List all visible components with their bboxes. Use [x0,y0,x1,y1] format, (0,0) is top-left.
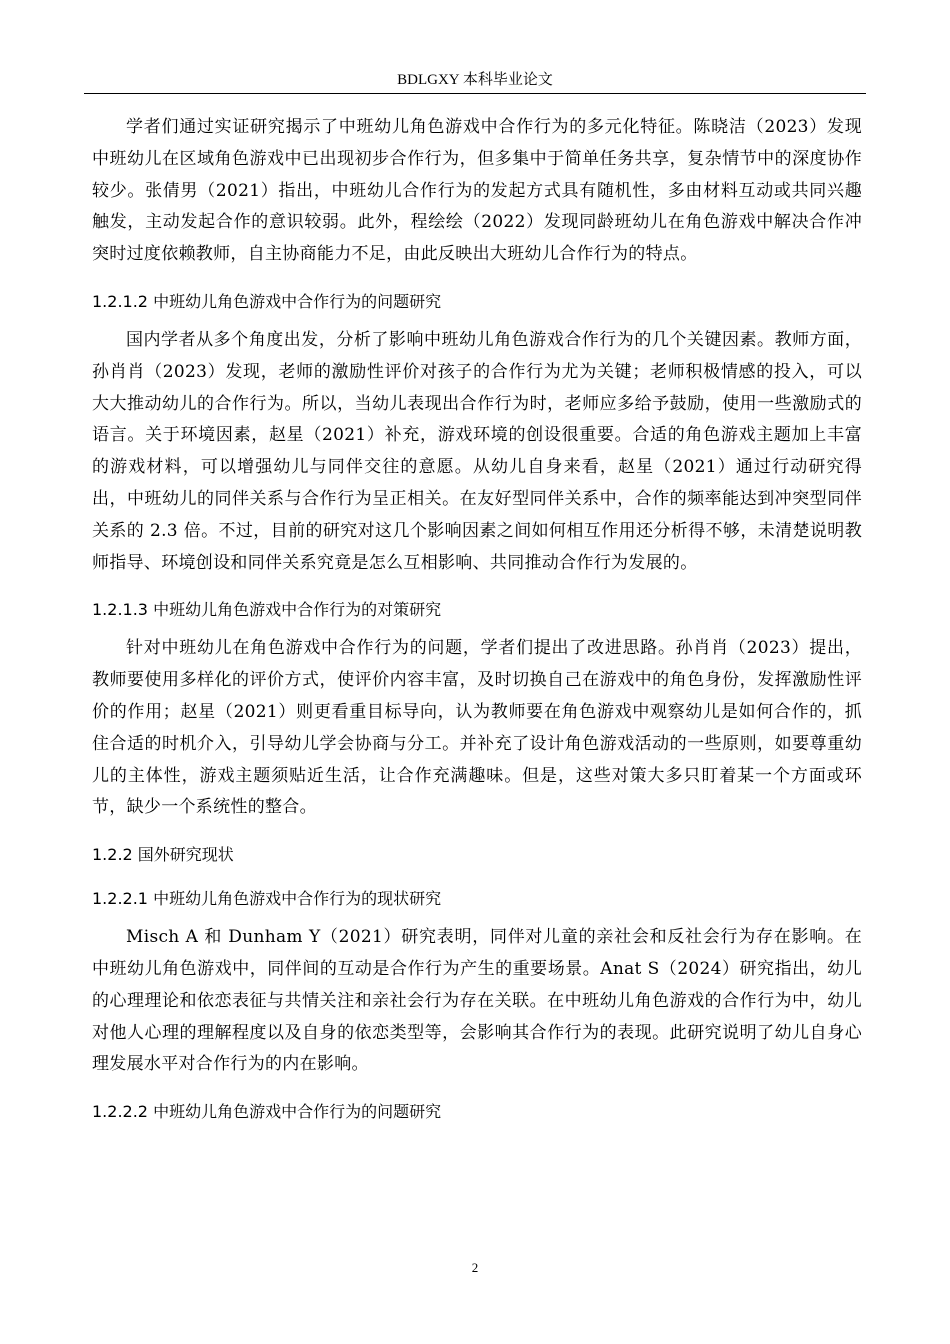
section-heading-strategy-research: 1.2.1.3 中班幼儿角色游戏中合作行为的对策研究 [92,600,442,620]
section-heading-foreign-problem-research: 1.2.2.2 中班幼儿角色游戏中合作行为的问题研究 [92,1102,442,1122]
section-heading-foreign-status-research: 1.2.2.1 中班幼儿角色游戏中合作行为的现状研究 [92,889,442,909]
paragraph-problem-research: 国内学者从多个角度出发，分析了影响中班幼儿角色游戏合作行为的几个关键因素。教师方面，孙肖肖（2023）发现，老师的激励性评价对孩子的合作行为尤为关键；老师积极情感的投入，可以大大推动幼儿的合作行为。所以，当幼儿表现出合作行为时，老师应多给予鼓励，使用一些激励式的语言。关于环境因素，赵星（2021）补充，游戏环境的创设很重要。合适的角色游戏主题加上丰富的游戏材料，可以增强幼儿与同伴交往的意愿。从幼儿自身来看，赵星（2021）通过行动研究得出，中班幼儿的同伴关系与合作行为呈正相关。在友好型同伴关系中，合作的频率能达到冲突型同伴关系的 2.3 倍。不过，目前的研究对这几个影响因素之间如何相互作用还分析得不够，未清楚说明教师指导、环境创设和同伴关系究竟是怎么互相影响、共同推动合作行为发展的。 [92,329,862,573]
paragraph-status-summary: 学者们通过实证研究揭示了中班幼儿角色游戏中合作行为的多元化特征。陈晓洁（2023）发现中班幼儿在区域角色游戏中已出现初步合作行为，但多集中于简单任务共享，复杂情节中的深度协作较少。张倩男（2021）指出，中班幼儿合作行为的发起方式具有随机性，多由材料互动或共同兴趣触发，主动发起合作的意识较弱。此外，程绘绘（2022）发现同龄班幼儿在角色游戏中解决合作冲突时过度依赖教师，自主协商能力不足，由此反映出大班幼儿合作行为的特点。 [92,117,862,265]
page-number: 2 [471,1260,479,1275]
running-header: BDLGXY 本科毕业论文 [397,72,553,88]
body-content [92,112,862,1135]
section-heading-foreign-research: 1.2.2 国外研究现状 [92,845,234,865]
section-heading-problem-research: 1.2.1.2 中班幼儿角色游戏中合作行为的问题研究 [92,291,442,311]
header-rule [84,93,866,94]
paragraph-strategy-research: 针对中班幼儿在角色游戏中合作行为的问题，学者们提出了改进思路。孙肖肖（2023）提出，教师要使用多样化的评价方式，使评价内容丰富，及时切换自己在游戏中的角色身份，发挥激励性评价的作用；赵星（2021）则更看重目标导向，认为教师要在角色游戏中观察幼儿是如何合作的，抓住合适的时机介入，引导幼儿学会协商与分工。并补充了设计角色游戏活动的一些原则，如要尊重幼儿的主体性，游戏主题须贴近生活，让合作充满趣味。但是，这些对策大多只盯着某一个方面或环节，缺少一个系统性的整合。 [92,638,862,818]
paragraph-foreign-status-research: Misch A 和 Dunham Y（2021）研究表明，同伴对儿童的亲社会和反社会行为存在影响。在中班幼儿角色游戏中，同伴间的互动是合作行为产生的重要场景。Anat S（2024）研究指出，幼儿的心理理论和依恋表征与共情关注和亲社会行为存在关联。在中班幼儿角色游戏的合作行为中，幼儿对他人心理的理解程度以及自身的依恋类型等，会影响其合作行为的表现。此研究说明了幼儿自身心理发展水平对合作行为的内在影响。 [92,927,862,1075]
